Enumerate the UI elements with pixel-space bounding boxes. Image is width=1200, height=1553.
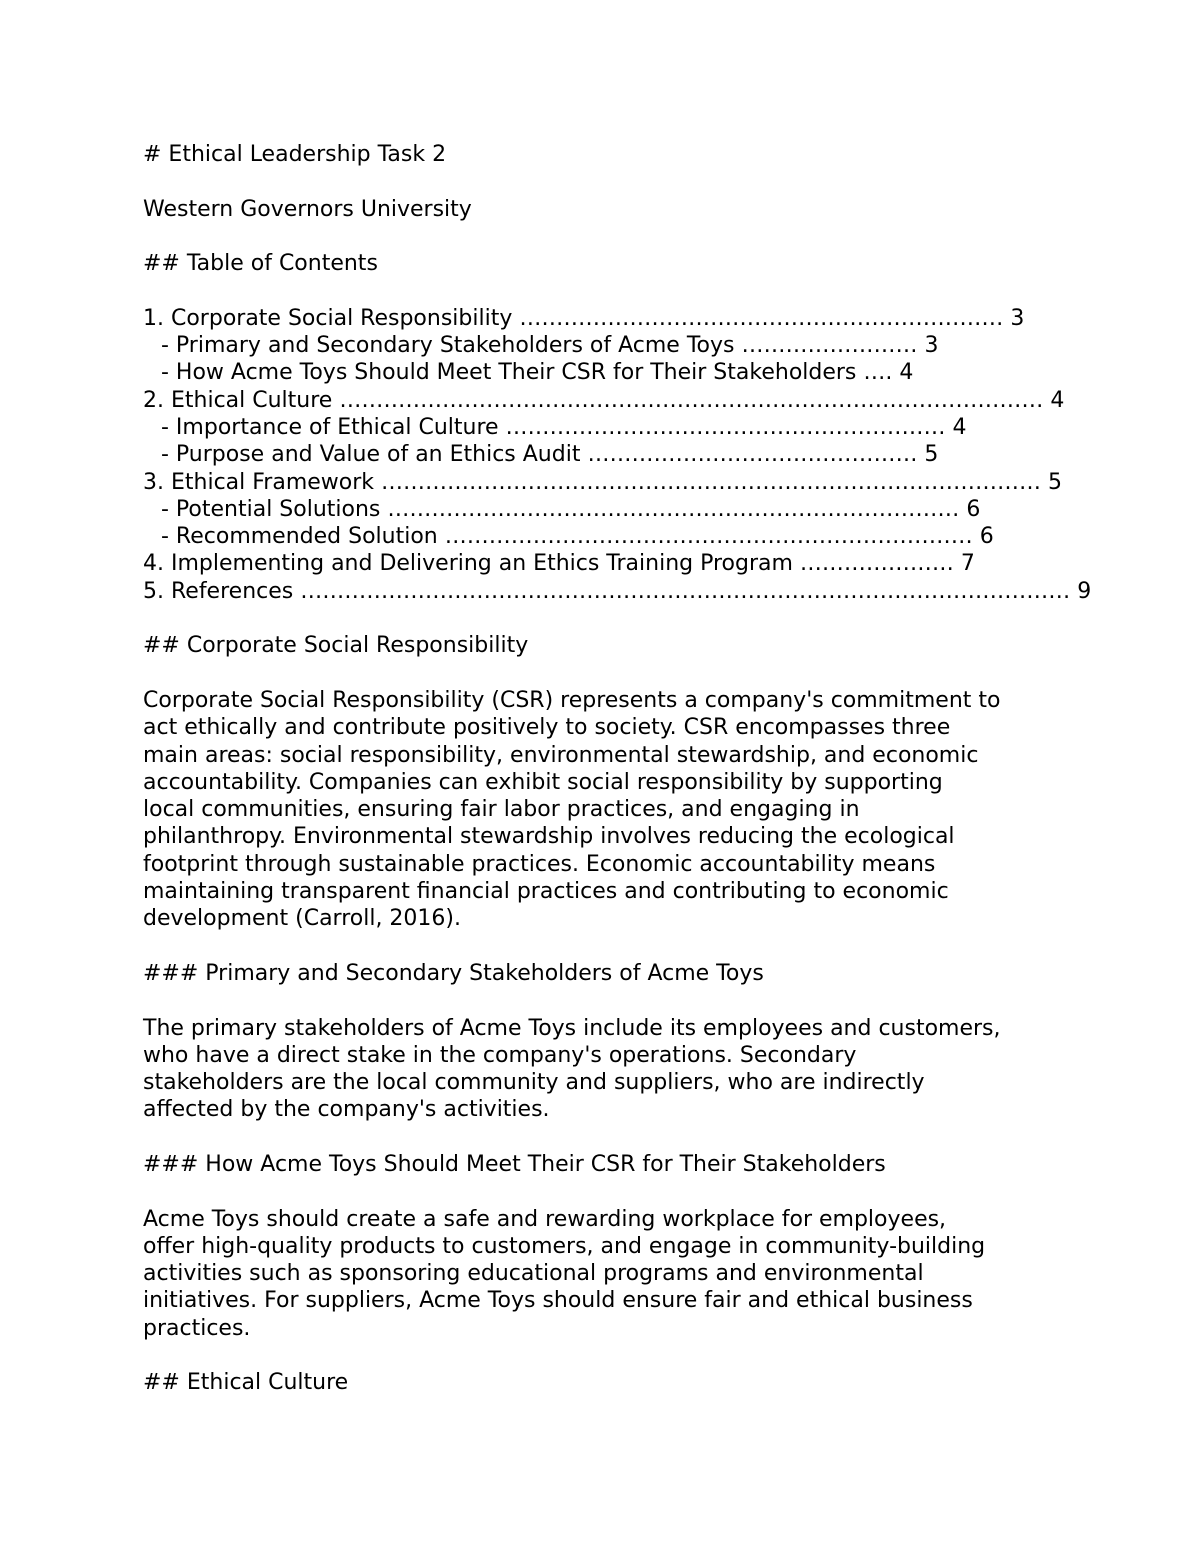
paragraph-line: philanthropy. Environmental stewardship involves reducing the ecological	[143, 824, 955, 850]
paragraph-line: affected by the company's activities.	[143, 1097, 550, 1123]
table-of-contents	[143, 305, 1103, 605]
paragraph-line: who have a direct stake in the company's operations. Secondary	[143, 1042, 857, 1068]
paragraph-line: development (Carroll, 2016).	[143, 906, 462, 932]
toc-heading: ## Table of Contents	[143, 251, 378, 277]
paragraph-meet-csr	[143, 1206, 1103, 1342]
section-heading-ethical-culture: ## Ethical Culture	[143, 1370, 349, 1396]
paragraph-line: stakeholders are the local community and suppliers, who are indirectly	[143, 1070, 925, 1096]
section-heading-meet-csr: ### How Acme Toys Should Meet Their CSR for Their Stakeholders	[143, 1151, 886, 1177]
toc-entry: 2. Ethical Culture …………………………………………………………………………………… 4	[143, 387, 1065, 413]
document-page	[143, 141, 1103, 1397]
paragraph-line: practices.	[143, 1315, 251, 1341]
toc-entry: - Importance of Ethical Culture …………………………………………………… 4	[161, 414, 967, 440]
toc-entry: - How Acme Toys Should Meet Their CSR for Their Stakeholders …. 4	[161, 360, 914, 386]
paragraph-line: maintaining transparent financial practices and contributing to economic	[143, 879, 949, 905]
toc-entry: - Primary and Secondary Stakeholders of Acme Toys …………………… 3	[161, 333, 939, 359]
paragraph-line: local communities, ensuring fair labor practices, and engaging in	[143, 797, 860, 823]
section-heading-stakeholders: ### Primary and Secondary Stakeholders of Acme Toys	[143, 960, 764, 986]
paragraph-line: accountability. Companies can exhibit social responsibility by supporting	[143, 769, 943, 795]
toc-entry: 3. Ethical Framework ……………………………………………………………………………… 5	[143, 469, 1063, 495]
toc-entry: - Purpose and Value of an Ethics Audit ……………………………………… 5	[161, 442, 939, 468]
institution-name: Western Governors University	[143, 196, 472, 222]
paragraph-line: initiatives. For suppliers, Acme Toys should ensure fair and ethical business	[143, 1288, 973, 1314]
toc-entry: 5. References …………………………………………………………………………………………… 9	[143, 578, 1092, 604]
toc-entry: - Recommended Solution ……………………………………………………………… 6	[161, 524, 994, 550]
paragraph-line: The primary stakeholders of Acme Toys include its employees and customers,	[143, 1015, 1001, 1041]
toc-entry: 1. Corporate Social Responsibility ………………………………………………………… 3	[143, 305, 1025, 331]
paragraph-line: footprint through sustainable practices. Economic accountability means	[143, 851, 936, 877]
paragraph-line: offer high-quality products to customers, and engage in community-building	[143, 1233, 986, 1259]
toc-entry: 4. Implementing and Delivering an Ethics Training Program ………………… 7	[143, 551, 975, 577]
paragraph-line: Acme Toys should create a safe and rewarding workplace for employees,	[143, 1206, 947, 1232]
paragraph-line: act ethically and contribute positively to society. CSR encompasses three	[143, 715, 951, 741]
document-title: # Ethical Leadership Task 2	[143, 142, 447, 167]
paragraph-line: Corporate Social Responsibility (CSR) represents a company's commitment to	[143, 687, 1001, 713]
paragraph-csr	[143, 687, 1103, 933]
section-heading-csr: ## Corporate Social Responsibility	[143, 633, 529, 659]
toc-entry: - Potential Solutions …………………………………………………………………… 6	[161, 496, 981, 522]
paragraph-line: main areas: social responsibility, environmental stewardship, and economic	[143, 742, 979, 768]
paragraph-line: activities such as sponsoring educational programs and environmental	[143, 1261, 924, 1287]
paragraph-stakeholders	[143, 1015, 1103, 1124]
